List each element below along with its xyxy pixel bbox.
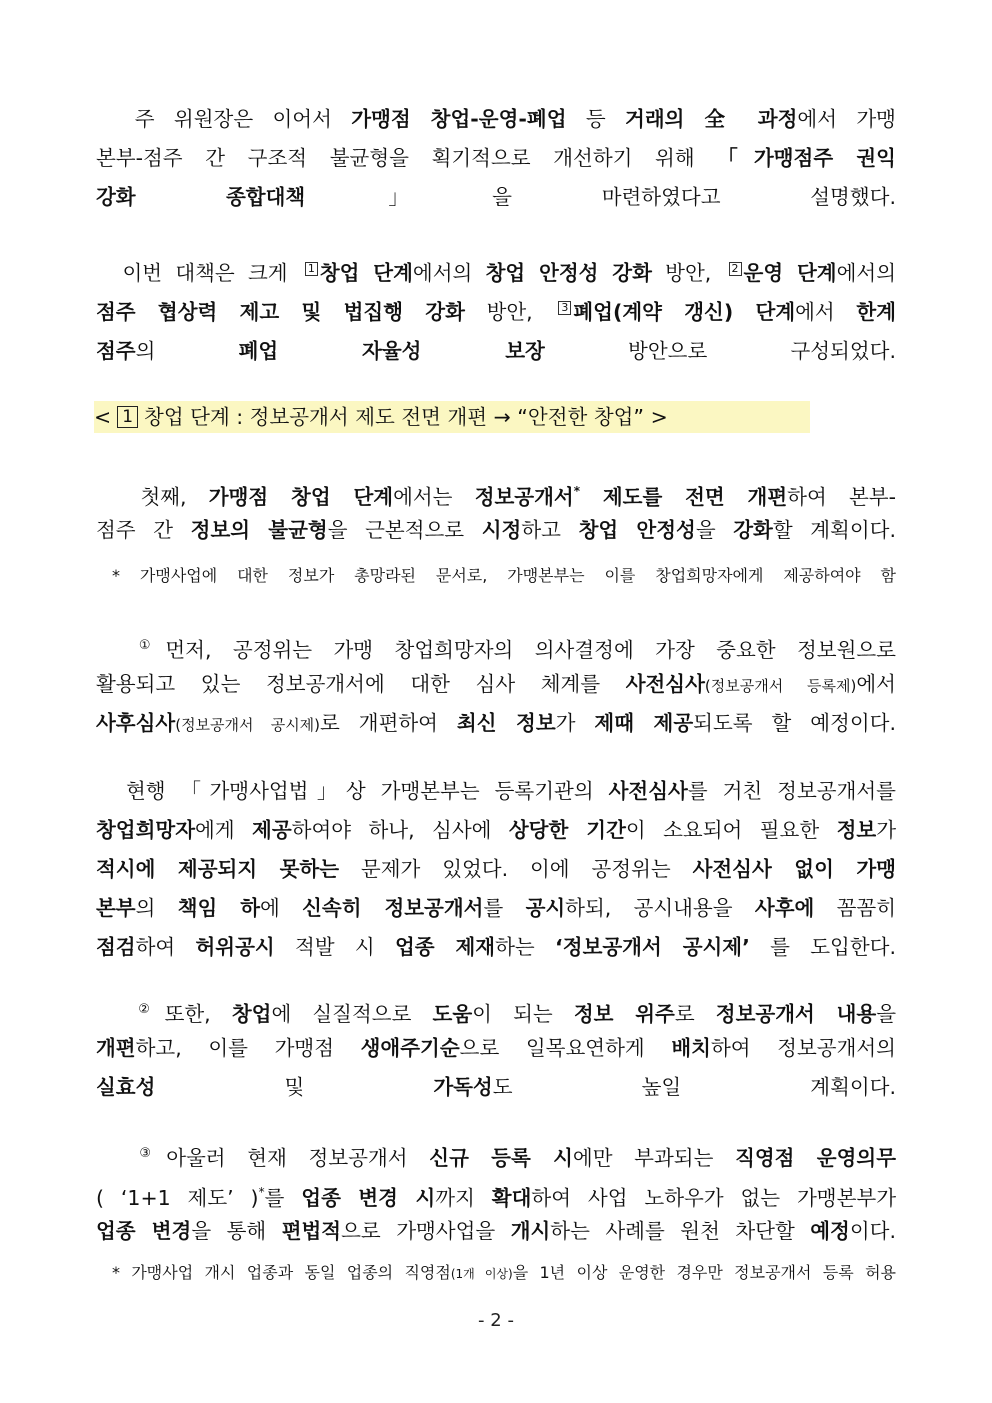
bold-text: 한계	[856, 300, 896, 324]
bold-text: 실효성	[96, 1075, 156, 1099]
bold-text: 가맹점 창업-운영-폐업	[351, 107, 567, 131]
text: 를 도입한다.	[749, 935, 896, 959]
text: 에서의	[412, 261, 486, 285]
bold-text: 신규 등록 시	[429, 1146, 573, 1170]
bold-text: 점주	[96, 339, 136, 363]
text: 의	[135, 339, 239, 363]
page-number: - 2 -	[478, 1310, 514, 1331]
text: 되도록 할 예정이다.	[693, 711, 896, 735]
text: 활용되고 있는 정보공개서에 대한 심사 체계를	[96, 672, 626, 696]
text: 에서	[856, 672, 896, 696]
text: 에서	[795, 300, 857, 324]
bold-text: 사후에	[754, 896, 815, 920]
text: 하여	[135, 935, 196, 959]
text: 아울러 현재 정보공개서	[166, 1146, 430, 1170]
footnote: * 가맹사업에 대한 정보가 총망라된 문서로, 가맹본부는 이를 창업희망자에게 제공하여야 함	[112, 566, 896, 585]
bold-text: 생애주기순	[360, 1036, 460, 1060]
text: ( ‘1+1 제도’ )	[96, 1186, 259, 1210]
text: 현행 「가맹사업법」상 가맹본부는 등록기관의	[125, 779, 609, 803]
bold-text: 정보의 불균형	[190, 518, 328, 542]
text: * 가맹사업 개시 업종과 동일 업종의 직영점	[112, 1263, 451, 1282]
text: 하여야 하나, 심사에	[291, 818, 509, 842]
bold-text: 책임 하	[177, 896, 261, 920]
bold-text: 업종 변경	[96, 1219, 192, 1243]
bold-text: 정보 위주	[573, 1002, 675, 1026]
text: 하는	[495, 935, 555, 959]
bold-text: 사전심사	[608, 779, 688, 803]
bold-text: 사전심사	[625, 672, 705, 696]
bold-text: 시정	[481, 518, 522, 542]
bold-text: ‘정보공개서 공시제’	[554, 935, 750, 959]
text: 의	[135, 896, 178, 920]
paragraph-current-law	[96, 772, 896, 967]
text: 에만 부과되는	[572, 1146, 736, 1170]
text: 까지	[435, 1186, 492, 1210]
bold-text: 공시	[525, 896, 566, 920]
text-line	[96, 100, 896, 139]
text: 」을 마련하였다고 설명했다.	[305, 185, 896, 209]
text-line	[96, 665, 896, 704]
step-number-box: 1	[305, 262, 318, 276]
bold-text: 창업 단계	[319, 261, 413, 285]
paragraph-intro	[96, 100, 896, 217]
footnote	[112, 1260, 896, 1287]
bold-text: 최신 정보	[456, 711, 556, 735]
text-line	[96, 178, 896, 217]
text: (정보공개서 등록제)	[704, 677, 857, 695]
bold-text: 개시	[510, 1219, 551, 1243]
text-line	[96, 1212, 896, 1251]
text: 로 개편하여	[320, 711, 457, 735]
bold-text: 점검	[96, 935, 136, 959]
section-header	[94, 401, 810, 433]
bold-text: 「가맹점주 권익	[717, 146, 896, 170]
circled-number: ③	[139, 1146, 167, 1161]
step-number-box: 2	[729, 262, 742, 276]
text-line	[96, 254, 896, 293]
text: 에서 가맹	[797, 107, 896, 131]
text-line	[96, 511, 896, 550]
bold-text: 강화 종합대책	[96, 185, 306, 209]
text: 으로 일목요연하게	[459, 1036, 672, 1060]
text-line	[96, 811, 896, 850]
bold-text: 운영 단계	[743, 261, 837, 285]
text: 에 실질적으로	[271, 1002, 433, 1026]
text: 첫째,	[140, 485, 209, 509]
text: 를 거친 정보공개서를	[687, 779, 896, 803]
text: 하여 본부-	[787, 485, 896, 509]
text: 먼저, 공정위는 가맹 창업희망자의 의사결정에 가장 중요한 정보원으로	[165, 638, 896, 662]
text-line	[96, 889, 896, 928]
bold-text: 정보	[836, 818, 877, 842]
text-line	[96, 293, 896, 332]
bold-text: 편법적	[281, 1219, 342, 1243]
text: 또한,	[164, 1002, 232, 1026]
bold-text: 업종 변경 시	[301, 1186, 436, 1210]
text: 하여 정보공개서의	[710, 1036, 896, 1060]
footnote-mark: *	[573, 484, 580, 498]
text-line	[96, 1029, 896, 1068]
text: 를	[264, 1186, 302, 1210]
text-line	[96, 139, 896, 178]
bold-text: 강화	[733, 518, 773, 542]
bold-text: 확대	[491, 1186, 532, 1210]
bold-text: 신속히 정보공개서	[302, 896, 484, 920]
text: 꼼꼼히	[814, 896, 896, 920]
header-close-bracket: >	[650, 405, 668, 429]
bold-text: 제때 제공	[594, 711, 694, 735]
text: 으로 가맹사업을	[341, 1219, 511, 1243]
text: 이 소요되어 필요한	[625, 818, 837, 842]
paragraph-item-3	[96, 1134, 896, 1251]
text-line	[96, 928, 896, 967]
text: 및	[155, 1075, 434, 1099]
step-number-box: 3	[558, 301, 571, 315]
paragraph-overview	[96, 254, 896, 371]
text-line	[96, 1068, 896, 1107]
text: 할 계획이다.	[772, 518, 896, 542]
bold-text: 사후심사	[96, 711, 176, 735]
text: 하고, 이를 가맹점	[135, 1036, 361, 1060]
bold-text: 창업 안정성	[578, 518, 696, 542]
text: 도 높일 계획이다.	[492, 1075, 896, 1099]
bold-text: 본부	[96, 896, 136, 920]
paragraph-first	[96, 472, 896, 550]
bold-text: 제도를 전면 개편	[580, 485, 788, 509]
bold-text: 창업	[231, 1002, 272, 1026]
text: 하여 사업 노하우가 없는 가맹본부가	[531, 1186, 896, 1210]
text: 이번 대책은 크게	[122, 261, 301, 285]
bold-text: 도움	[432, 1002, 473, 1026]
bold-text: 폐업(계약 갱신) 단계	[573, 300, 796, 324]
text: 적발 시	[274, 935, 395, 959]
bold-text: 가독성	[433, 1075, 493, 1099]
text: 주 위원장은 이어서	[134, 107, 352, 131]
text: 을 1년 이상 운영한 경우만 정보공개서 등록 허용	[512, 1263, 896, 1282]
text: 을 통해	[191, 1219, 282, 1243]
text-line	[96, 990, 896, 1029]
bold-text: 정보공개서	[474, 485, 574, 509]
text: 등	[566, 107, 626, 131]
text: 을	[695, 518, 734, 542]
circled-number: ①	[138, 638, 166, 653]
text: 하되, 공시내용을	[565, 896, 755, 920]
text: (정보공개서 공시제)	[175, 716, 321, 734]
text: 에서는	[393, 485, 475, 509]
text: 에서의	[836, 261, 896, 285]
text: 하고	[521, 518, 579, 542]
text: 를	[483, 896, 526, 920]
text-line	[96, 1173, 896, 1212]
text-line	[96, 626, 896, 665]
bold-text: 정보공개서 내용	[715, 1002, 877, 1026]
text-line	[96, 772, 896, 811]
section-number-box: 1	[117, 406, 138, 428]
bold-text: 직영점 운영의무	[735, 1146, 896, 1170]
bold-text: 허위공시	[195, 935, 275, 959]
circled-number: ②	[138, 1002, 165, 1017]
text-line	[96, 472, 896, 511]
bold-text: 사전심사 없이 가맹	[692, 857, 896, 881]
bold-text: 배치	[671, 1036, 711, 1060]
text: 본부-점주 간 구조적 불균형을 획기적으로 개선하기 위해	[96, 146, 718, 170]
text: 방안,	[651, 261, 725, 285]
bold-text: 개편	[96, 1036, 136, 1060]
footnote-mark: *	[258, 1185, 265, 1199]
text: 점주 간	[96, 518, 191, 542]
bold-text: 창업희망자	[96, 818, 196, 842]
text: (1개 이상)	[450, 1267, 513, 1281]
bold-text: 적시에 제공되지 못하는	[96, 857, 340, 881]
text: 을 근본적으로	[327, 518, 482, 542]
text: 이다.	[849, 1219, 896, 1243]
header-open-bracket: <	[94, 405, 112, 429]
bold-text: 업종 제재	[394, 935, 496, 959]
text-line	[96, 332, 896, 371]
text: 에	[260, 896, 303, 920]
text: 로	[674, 1002, 716, 1026]
text: 하는 사례를 원천 차단할	[550, 1219, 811, 1243]
bold-text: 예정	[810, 1219, 850, 1243]
bold-text: 폐업 자율성 보장	[238, 339, 545, 363]
text: 가	[555, 711, 595, 735]
text-line	[96, 704, 896, 743]
bold-text: 점주 협상력 제고 및 법집행 강화	[96, 300, 465, 324]
text: 방안,	[464, 300, 555, 324]
text: 이 되는	[472, 1002, 574, 1026]
text: 을	[876, 1002, 896, 1026]
bold-text: 상당한 기간	[508, 818, 626, 842]
text-line	[96, 1134, 896, 1173]
text: 가	[876, 818, 896, 842]
bold-text: 가맹점 창업 단계	[208, 485, 394, 509]
text: 방안으로 구성되었다.	[544, 339, 896, 363]
bold-text: 창업 안정성 강화	[485, 261, 652, 285]
bold-text: 거래의 全 과정	[625, 107, 798, 131]
bold-text: 제공	[252, 818, 292, 842]
text: 에게	[195, 818, 253, 842]
paragraph-item-2	[96, 990, 896, 1107]
paragraph-item-1	[96, 626, 896, 743]
text-line	[96, 850, 896, 889]
section-title: 창업 단계 : 정보공개서 제도 전면 개편 → “안전한 창업”	[144, 405, 645, 429]
text: 문제가 있었다. 이에 공정위는	[339, 857, 693, 881]
